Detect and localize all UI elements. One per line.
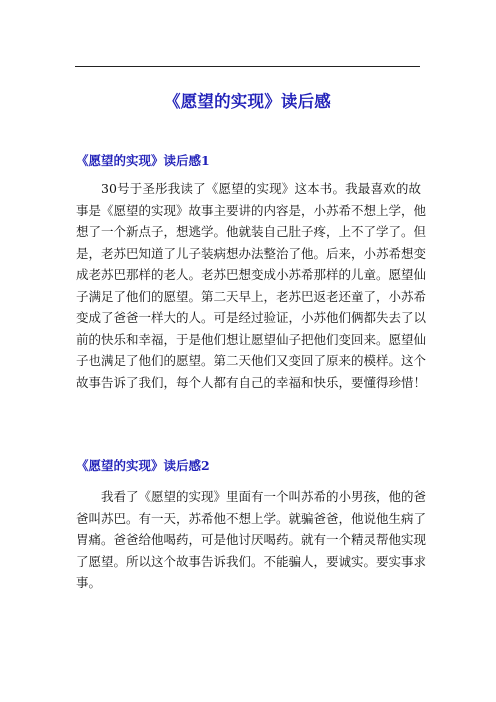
paragraph-line: 事。: [76, 575, 102, 590]
paragraph-line: 事是《愿望的实现》故事主要讲的内容是，小苏希不想上学，他: [76, 202, 427, 218]
page-title: 《愿望的实现》读后感: [164, 92, 331, 111]
paragraph-line: 前的快乐和幸福，于是他们想让愿望仙子把他们变回来。愿望仙: [76, 331, 427, 347]
paragraph-line: 子也满足了他们的愿望。第二天他们又变回了原来的模样。这个: [76, 353, 427, 368]
paragraph-line: 变成了爸爸一样大的人。可是经过验证，小苏他们俩都失去了以: [76, 310, 427, 325]
paragraph-line: 是，老苏巴知道了儿子装病想办法整治了他。后来，小苏希想变: [76, 245, 427, 261]
paragraph-line: 想了一个新点子，想逃学。他就装自己肚子疼，上不了学了。但: [76, 224, 427, 239]
paragraph-line: 30号于圣彤我读了《愿望的实现》这本书。我最喜欢的故: [101, 181, 421, 196]
section-body-2: [76, 486, 427, 594]
section-body-1: [76, 178, 427, 393]
paragraph-line: 故事告诉了我们，每个人都有自己的幸福和快乐，要懂得珍惜！: [76, 374, 427, 390]
paragraph-line: 我看了《愿望的实现》里面有一个叫苏希的小男孩，他的爸: [101, 489, 427, 504]
section-heading-1: 《愿望的实现》读后感1: [76, 153, 210, 168]
header-rule: [75, 66, 420, 67]
paragraph-line: 成老苏巴那样的老人。老苏巴想变成小苏希那样的儿童。愿望仙: [76, 267, 427, 282]
paragraph-line: 爸叫苏巴。有一天，苏希他不想上学。就骗爸爸，他说他生病了: [76, 510, 427, 526]
section-heading-2: 《愿望的实现》读后感2: [76, 458, 210, 473]
paragraph-line: 子满足了他们的愿望。第二天早上，老苏巴返老还童了，小苏希: [76, 288, 427, 304]
paragraph-line: 胃痛。爸爸给他喝药，可是他讨厌喝药。就有一个精灵帮他实现: [76, 532, 427, 547]
paragraph-line: 了愿望。所以这个故事告诉我们。不能骗人，要诚实。要实事求: [76, 553, 427, 569]
